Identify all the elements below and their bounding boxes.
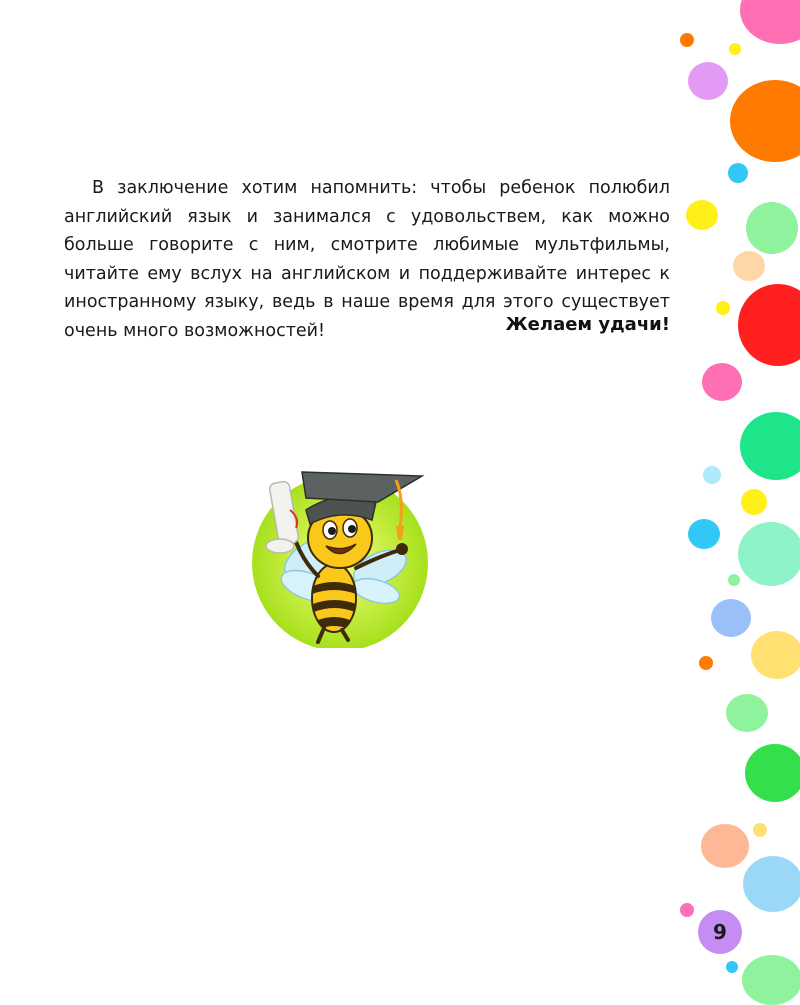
bubble — [711, 599, 751, 637]
bubble — [726, 694, 768, 732]
bubble — [686, 200, 718, 230]
bubble — [743, 856, 800, 912]
bubble — [753, 823, 767, 837]
bubble — [688, 519, 720, 549]
bubble — [726, 961, 738, 973]
bubble — [729, 43, 741, 55]
bubble — [740, 412, 800, 480]
bubble — [703, 466, 721, 484]
bubble — [741, 489, 767, 515]
bubble — [728, 163, 748, 183]
bubble — [688, 62, 728, 100]
bubble — [733, 251, 765, 281]
page-number: 9 — [698, 910, 742, 954]
main-paragraph: В заключение хотим напомнить: чтобы ребенок полюбил английский язык и занимался с удовольствем, как можно больше говорите с ним, смотрите любимые мультфильмы, читайте ему вслух на английском и поддерживайте интерес к иностранному языку, ведь в наше время для этого существует очень много возможностей! — [64, 178, 670, 341]
bubble — [701, 824, 749, 868]
bubble — [745, 744, 800, 802]
bubble — [702, 363, 742, 401]
bubble — [728, 574, 740, 586]
bubble — [751, 631, 800, 679]
bubble — [680, 903, 694, 917]
bubble — [746, 202, 798, 254]
closing-wish: Желаем удачи! — [505, 314, 670, 335]
bubble — [740, 0, 800, 44]
bubble — [716, 301, 730, 315]
bee-graduate-icon — [250, 458, 440, 648]
bubble — [730, 80, 800, 162]
bubble — [738, 284, 800, 366]
bubble — [699, 656, 713, 670]
bubble — [738, 522, 800, 586]
bubble — [742, 955, 800, 1005]
bubble — [680, 33, 694, 47]
